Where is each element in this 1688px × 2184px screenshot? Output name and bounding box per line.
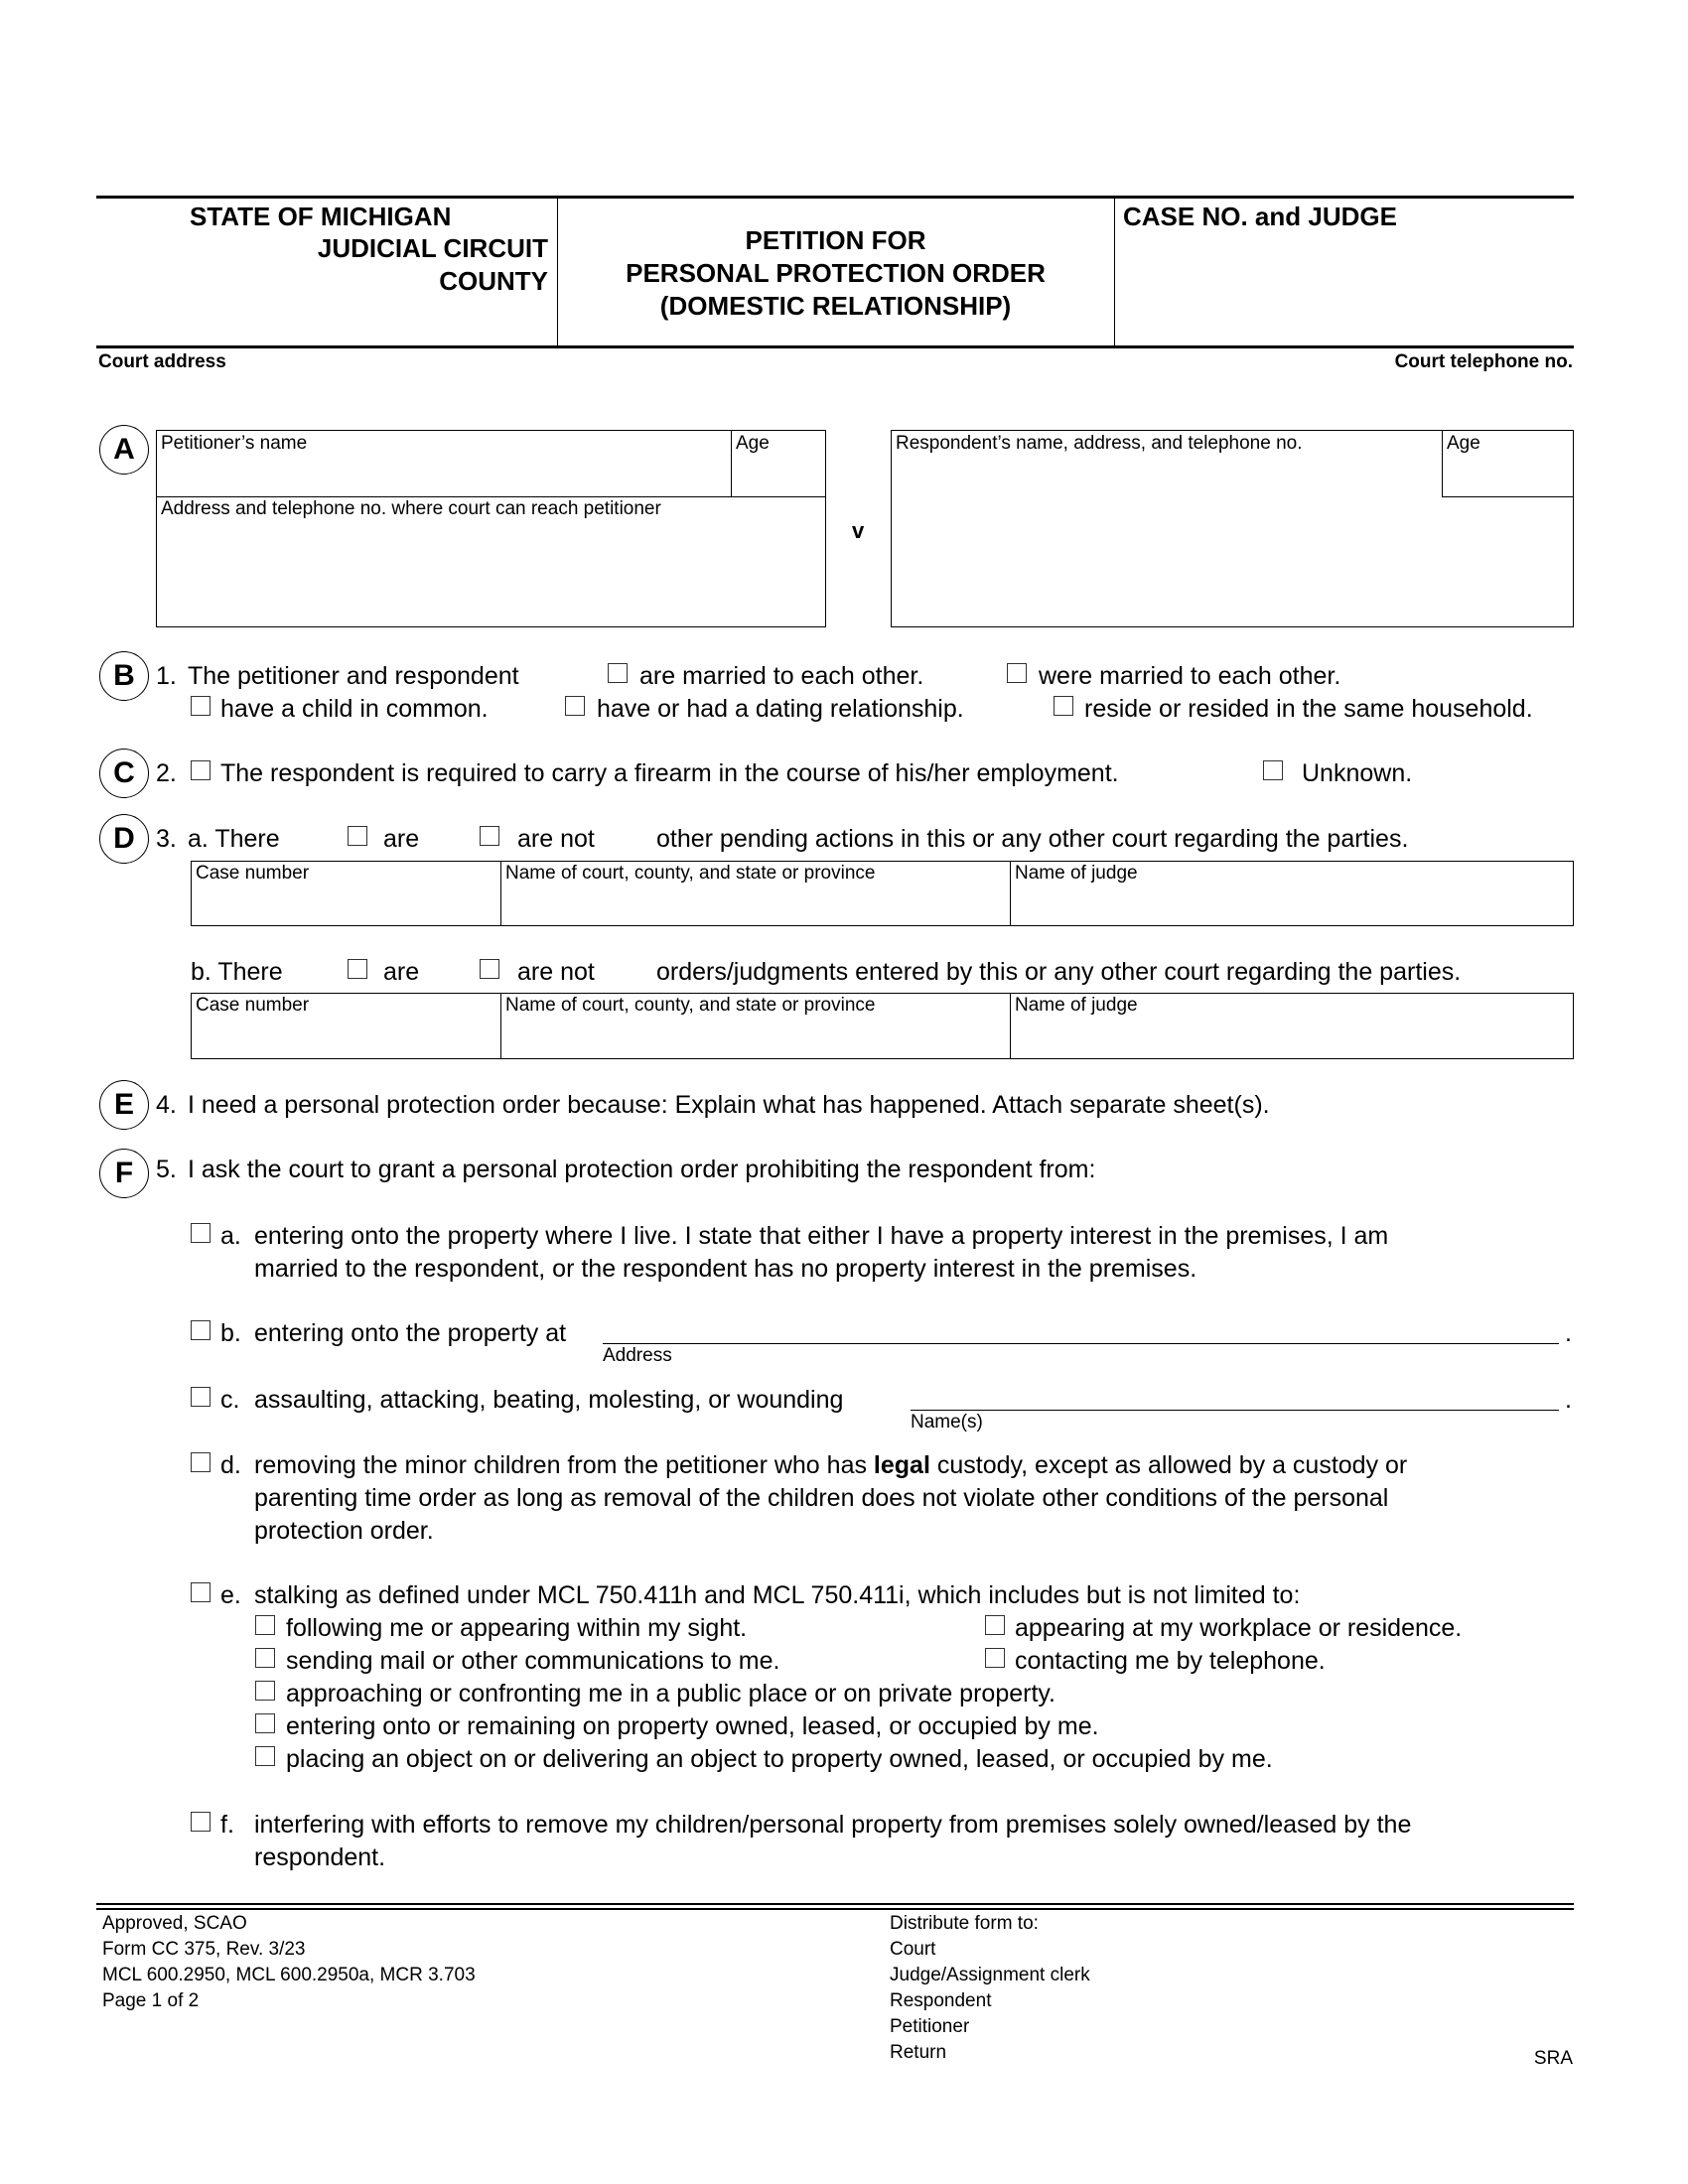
stalk-workplace-checkbox[interactable] [985,1615,1005,1635]
distribute-return: Return [890,2042,947,2063]
orders-are-not-label: are not [517,958,595,986]
pending-are-checkbox[interactable] [348,826,367,846]
respondent-label: Respondent’s name, address, and telephone no. [896,433,1303,454]
child-in-common-checkbox[interactable] [191,696,211,716]
were-married-checkbox[interactable] [1007,663,1027,683]
orders-there-label: b. There [191,958,283,986]
pending-there-label: a. There [188,825,280,853]
form-title-2: PERSONAL PROTECTION ORDER [626,258,1046,288]
prohibit-f-checkbox[interactable] [191,1812,211,1832]
pending-col-court: Name of court, county, and state or province [505,863,876,884]
married-label: are married to each other. [639,662,924,690]
reason-text: I need a personal protection order because: Explain what has happened. Attach separate sheet(s). [188,1091,1270,1119]
married-checkbox[interactable] [608,663,628,683]
prohibit-b-label: b. [220,1319,241,1347]
item-1-number: 1. [156,662,177,690]
orders-col-court: Name of court, county, and state or province [505,995,876,1016]
footer-form-number: Form CC 375, Rev. 3/23 [102,1939,306,1960]
footer-rule-1 [96,1903,1574,1905]
legal-emphasis: legal [873,1451,930,1479]
same-household-checkbox[interactable] [1054,696,1073,716]
stalk-placing-label: placing an object on or delivering an object to property owned, leased, or occupied by me. [286,1745,1273,1773]
prohibit-e-checkbox[interactable] [191,1582,211,1602]
footer-page-number: Page 1 of 2 [102,1990,200,2011]
prohibit-c-checkbox[interactable] [191,1387,211,1407]
prohibit-d-line1 [254,1450,1407,1480]
stalk-mail-checkbox[interactable] [255,1648,275,1668]
footer-statutes: MCL 600.2950, MCL 600.2950a, MCR 3.703 [102,1965,476,1985]
firearm-checkbox[interactable] [191,760,211,780]
pending-are-not-label: are not [517,825,595,853]
orders-are-label: are [383,958,420,986]
pending-are-label: are [383,825,420,853]
prohibit-d-line1-post: custody, except as allowed by a custody or [936,1451,1408,1479]
prohibit-b-text: entering onto the property at [254,1319,567,1347]
prohibit-f-line2: respondent. [254,1843,386,1871]
stalk-entering-label: entering onto or remaining on property owned, leased, or occupied by me. [286,1712,1099,1740]
header-bottom-rule [96,345,1574,348]
prohibit-d-line2: parenting time order as long as removal of the children does not violate other conditions of the personal [254,1484,1389,1512]
form-code: SRA [1533,2048,1573,2069]
prohibit-b-period: . [1565,1319,1572,1347]
form-title-1: PETITION FOR [745,225,926,255]
child-in-common-label: have a child in common. [220,695,489,723]
item-4-number: 4. [156,1091,177,1119]
prohibit-a-line1: entering onto the property where I live. I state that either I have a property interest in the premises, I am [254,1222,1389,1250]
distribute-respondent: Respondent [890,1990,992,2011]
county-label: COUNTY [439,266,548,296]
prohibit-b-checkbox[interactable] [191,1320,211,1340]
prohibit-d-checkbox[interactable] [191,1452,211,1472]
section-e-marker: E [99,1080,149,1130]
firearm-label: The respondent is required to carry a firearm in the course of his/her employment. [220,759,1119,787]
header-divider-2 [1114,199,1115,345]
same-household-label: reside or resided in the same household. [1084,695,1533,723]
item-2-number: 2. [156,759,177,787]
orders-are-checkbox[interactable] [348,959,367,979]
respondent-age-label: Age [1447,433,1480,454]
stalk-mail-label: sending mail or other communications to me. [286,1647,780,1675]
prohibit-d-line1-pre: removing the minor children from the petitioner who has [254,1451,867,1479]
header-top-rule [96,196,1574,199]
prohibit-c-names-caption: Name(s) [911,1412,983,1433]
state-label: STATE OF MICHIGAN [190,202,452,231]
circuit-label: JUDICIAL CIRCUIT [317,233,548,263]
prohibit-b-address-caption: Address [603,1345,672,1366]
prohibit-a-checkbox[interactable] [191,1223,211,1243]
pending-are-not-checkbox[interactable] [480,826,499,846]
prohibit-a-line2: married to the respondent, or the respondent has no property interest in the premises. [254,1255,1197,1283]
prohibit-f-line1: interfering with efforts to remove my children/personal property from premises solely owned/leased by the [254,1811,1412,1839]
section-c-marker: C [99,749,149,798]
prohibit-a-label: a. [220,1222,241,1250]
stalk-approaching-checkbox[interactable] [255,1681,275,1701]
prohibit-c-text: assaulting, attacking, beating, molesting, or wounding [254,1386,844,1414]
distribute-judge: Judge/Assignment clerk [890,1965,1090,1985]
footer-rule-2 [96,1908,1574,1910]
orders-are-not-checkbox[interactable] [480,959,499,979]
stalk-telephone-checkbox[interactable] [985,1648,1005,1668]
firearm-unknown-label: Unknown. [1302,759,1413,787]
dating-relationship-checkbox[interactable] [565,696,585,716]
prohibit-d-line3: protection order. [254,1517,434,1545]
pending-col-case: Case number [196,863,310,884]
court-address-label: Court address [98,351,226,372]
relationship-intro: The petitioner and respondent [188,662,519,690]
distribute-court: Court [890,1939,936,1960]
petitioner-name-label: Petitioner’s name [161,433,308,454]
prohibit-d-label: d. [220,1451,241,1479]
case-no-judge-field[interactable]: CASE NO. and JUDGE [1123,202,1397,231]
item-3-number: 3. [156,825,177,853]
prohibit-c-label: c. [220,1386,240,1414]
stalk-following-label: following me or appearing within my sight. [286,1614,748,1642]
stalk-approaching-label: approaching or confronting me in a public place or on private property. [286,1680,1055,1707]
section-f-marker: F [99,1149,149,1198]
prohibition-intro: I ask the court to grant a personal protection order prohibiting the respondent from: [188,1156,1096,1183]
were-married-label: were married to each other. [1039,662,1341,690]
prohibit-e-label: e. [220,1581,241,1609]
versus-label: v [852,518,865,543]
section-b-marker: B [99,651,149,701]
pending-text: other pending actions in this or any other court regarding the parties. [656,825,1409,853]
orders-col-case: Case number [196,995,310,1016]
pending-col-judge: Name of judge [1015,863,1138,884]
form-title-3: (DOMESTIC RELATIONSHIP) [659,291,1012,321]
prohibit-e-text: stalking as defined under MCL 750.411h and MCL 750.411i, which includes but is not limited to: [254,1581,1301,1609]
stalk-telephone-label: contacting me by telephone. [1015,1647,1326,1675]
petitioner-address-label: Address and telephone no. where court can reach petitioner [161,498,661,519]
stalk-placing-checkbox[interactable] [255,1746,275,1766]
orders-text: orders/judgments entered by this or any other court regarding the parties. [656,958,1462,986]
section-a-marker: A [99,425,149,475]
petitioner-age-label: Age [736,433,770,454]
firearm-unknown-checkbox[interactable] [1263,760,1283,780]
distribute-label: Distribute form to: [890,1913,1039,1934]
footer-approved: Approved, SCAO [102,1913,247,1934]
orders-col-judge: Name of judge [1015,995,1138,1016]
distribute-petitioner: Petitioner [890,2016,970,2037]
item-5-number: 5. [156,1156,177,1183]
dating-relationship-label: have or had a dating relationship. [597,695,964,723]
prohibit-b-address-input[interactable] [603,1343,1559,1344]
stalk-entering-checkbox[interactable] [255,1713,275,1733]
stalk-workplace-label: appearing at my workplace or residence. [1015,1614,1463,1642]
prohibit-c-names-input[interactable] [911,1410,1559,1411]
section-d-marker: D [99,814,149,864]
prohibit-c-period: . [1565,1386,1572,1414]
prohibit-f-label: f. [220,1811,234,1839]
court-telephone-label: Court telephone no. [1394,351,1573,372]
stalk-following-checkbox[interactable] [255,1615,275,1635]
